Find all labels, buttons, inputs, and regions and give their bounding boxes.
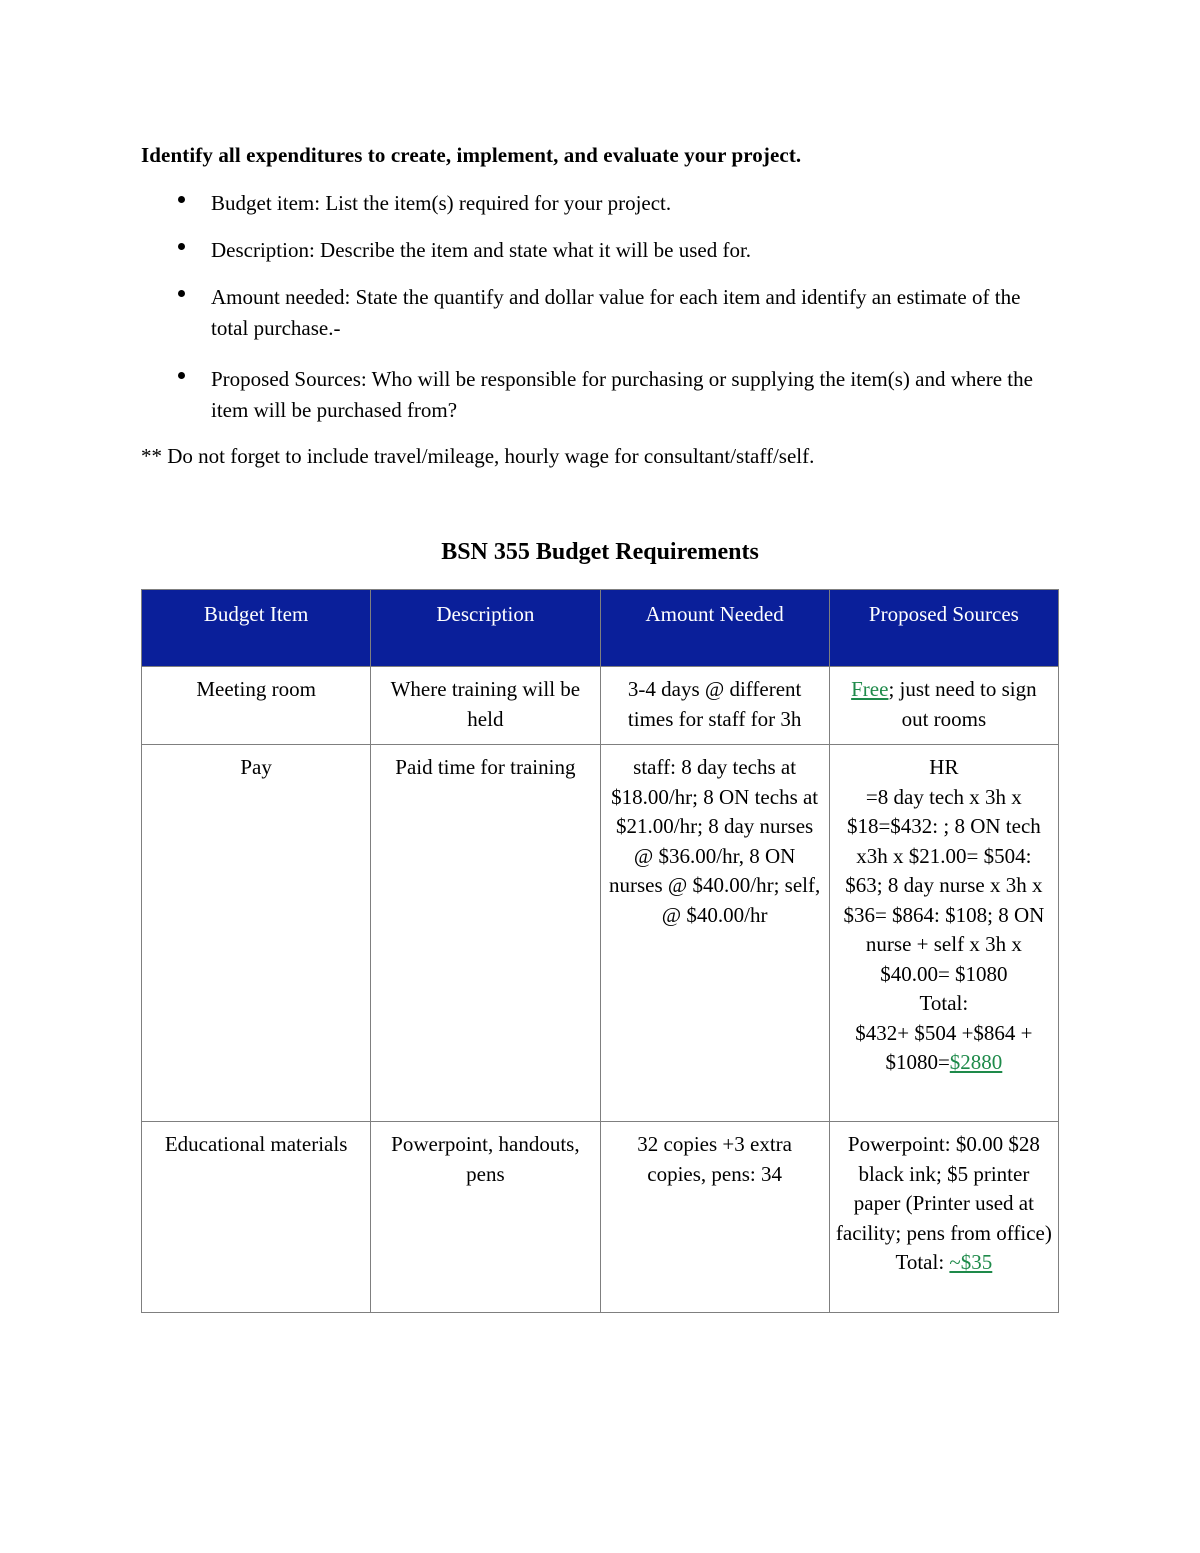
cell-sources <box>829 745 1058 1122</box>
free-link[interactable]: Free <box>851 677 889 701</box>
sources-line: =8 day tech x 3h x $18=$432: ; 8 ON tech x3h x $21.00= $504: $63; 8 day nurse x 3h x $36= $864: $108; 8 ON nurse + self x 3h x $40.00= $1080 <box>843 784 1045 986</box>
table-header-row <box>142 590 1059 667</box>
sources-line: Powerpoint: $0.00 $28 black ink; $5 printer paper (Printer used at facility; pens from office) <box>835 1132 1052 1245</box>
cell-description: Paid time for training <box>371 745 600 1122</box>
pay-total-link[interactable]: $2880 <box>949 1050 1003 1074</box>
cell-description: Powerpoint, handouts, pens <box>371 1122 600 1313</box>
bullet-amount-needed: Amount needed: State the quantify and dollar value for each item and identify an estimate of the total purchase.- <box>211 285 1021 340</box>
cell-amount: staff: 8 day techs at $18.00/hr; 8 ON techs at $21.00/hr; 8 day nurses @ $36.00/hr, 8 ON nurses @ $40.00/hr; self, @ $40.00/hr <box>600 745 829 1122</box>
sources-total-label: Total: <box>895 1250 950 1274</box>
list-item <box>141 235 1061 266</box>
table-row <box>142 745 1059 1122</box>
bullet-icon <box>178 243 185 250</box>
table-row <box>142 667 1059 745</box>
instructions-list <box>141 188 1061 426</box>
instructions-heading: Identify all expenditures to create, implement, and evaluate your project. <box>141 143 802 167</box>
header-description: Description <box>371 590 600 667</box>
sources-total-line <box>836 1248 1052 1278</box>
sources-text: ; just need to sign out rooms <box>888 677 1037 731</box>
table-row <box>142 1122 1059 1313</box>
bullet-icon <box>178 196 185 203</box>
materials-total-link[interactable]: ~$35 <box>949 1250 993 1274</box>
bullet-icon <box>178 290 185 297</box>
header-amount-needed: Amount Needed <box>600 590 829 667</box>
list-item <box>141 188 1061 219</box>
sources-line: Total: <box>919 991 969 1015</box>
header-proposed-sources: Proposed Sources <box>829 590 1058 667</box>
cell-sources <box>829 1122 1058 1313</box>
table-title: BSN 355 Budget Requirements <box>441 539 759 565</box>
list-item <box>141 282 1061 344</box>
sources-total-line <box>836 1019 1052 1078</box>
cell-item: Pay <box>142 745 371 1122</box>
bullet-icon <box>178 372 185 379</box>
cell-sources <box>829 667 1058 745</box>
cell-description: Where training will be held <box>371 667 600 745</box>
bullet-budget-item: Budget item: List the item(s) required for your project. <box>211 191 672 215</box>
sources-line: $432+ $504 +$864 + $1080= <box>855 1020 1033 1074</box>
cell-item: Educational materials <box>142 1122 371 1313</box>
reminder-note: ** Do not forget to include travel/mileage, hourly wage for consultant/staff/self. <box>141 444 815 468</box>
bullet-proposed-sources: Proposed Sources: Who will be responsible for purchasing or supplying the item(s) and where the item will be purchased from? <box>211 367 1033 422</box>
cell-amount: 3-4 days @ different times for staff for 3h <box>600 667 829 745</box>
list-item <box>141 364 1061 426</box>
sources-line: HR <box>929 755 959 779</box>
header-budget-item: Budget Item <box>142 590 371 667</box>
budget-table <box>141 589 1059 1313</box>
cell-amount: 32 copies +3 extra copies, pens: 34 <box>600 1122 829 1313</box>
bullet-description: Description: Describe the item and state what it will be used for. <box>211 238 752 262</box>
cell-item: Meeting room <box>142 667 371 745</box>
